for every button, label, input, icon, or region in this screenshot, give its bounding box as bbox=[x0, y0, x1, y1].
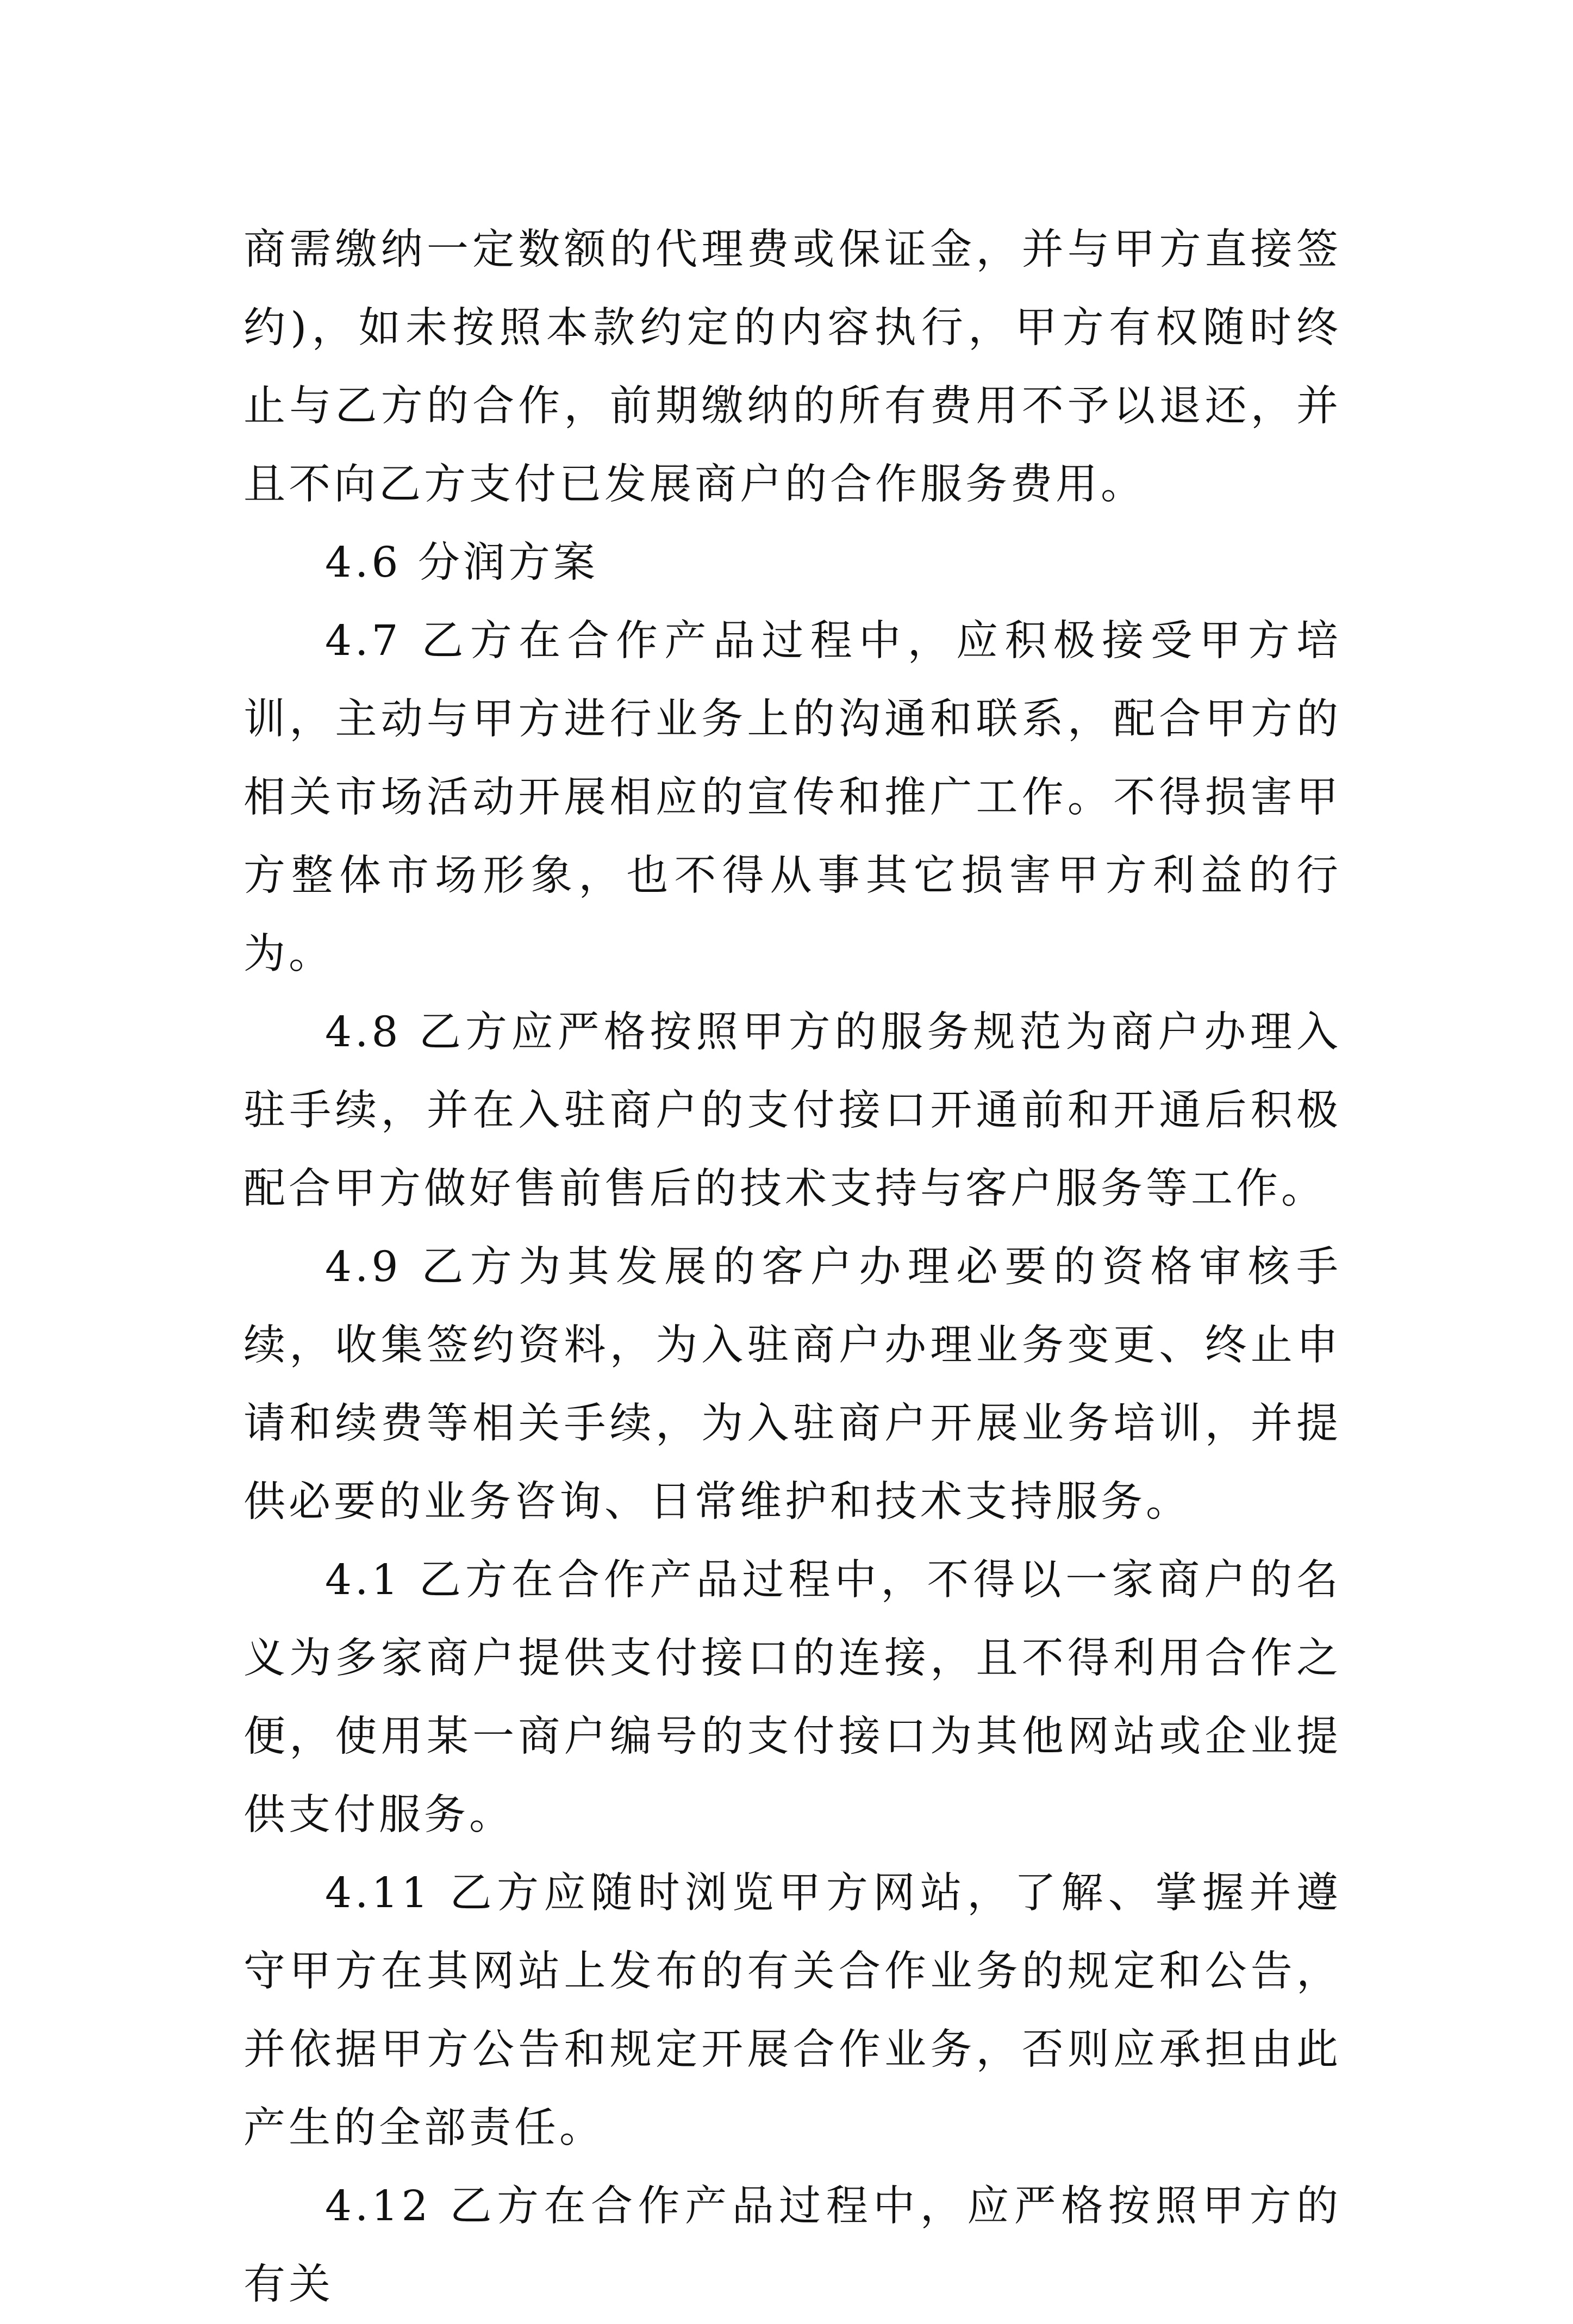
document-body bbox=[244, 211, 1341, 2324]
paragraph-continuation: 商需缴纳一定数额的代理费或保证金，并与甲方直接签约)，如未按照本款约定的内容执行，甲方有权随时终止与乙方的合作，前期缴纳的所有费用不予以退还，并且不向乙方支付已发展商户的合作服务费用。 bbox=[244, 226, 1341, 509]
paragraph-4-8: 4.8 乙方应严格按照甲方的服务规范为商户办理入驻手续，并在入驻商户的支付接口开通前和开通后积极配合甲方做好售前售后的技术支持与客户服务等工作。 bbox=[244, 1008, 1341, 1213]
paragraph-4-12: 4.12 乙方在合作产品过程中，应严格按照甲方的有关 bbox=[244, 2182, 1341, 2309]
paragraph-4-7: 4.7 乙方在合作产品过程中，应积极接受甲方培训，主动与甲方进行业务上的沟通和联系，配合甲方的相关市场活动开展相应的宣传和推广工作。不得损害甲方整体市场形象，也不得从事其它损害甲方利益的行为。 bbox=[244, 617, 1341, 978]
paragraph-4-9: 4.9 乙方为其发展的客户办理必要的资格审核手续，收集签约资料，为入驻商户办理业务变更、终止申请和续费等相关手续，为入驻商户开展业务培训，并提供必要的业务咨询、日常维护和技术支持服务。 bbox=[244, 1243, 1341, 1526]
paragraph-4-11: 4.11 乙方应随时浏览甲方网站，了解、掌握并遵守甲方在其网站上发布的有关合作业务的规定和公告，并依据甲方公告和规定开展合作业务，否则应承担由此产生的全部责任。 bbox=[244, 1869, 1341, 2152]
paragraph-4-1: 4.1 乙方在合作产品过程中，不得以一家商户的名义为多家商户提供支付接口的连接，且不得利用合作之便，使用某一商户编号的支付接口为其他网站或企业提供支付服务。 bbox=[244, 1556, 1341, 1839]
paragraph-4-6: 4.6 分润方案 bbox=[325, 539, 598, 587]
